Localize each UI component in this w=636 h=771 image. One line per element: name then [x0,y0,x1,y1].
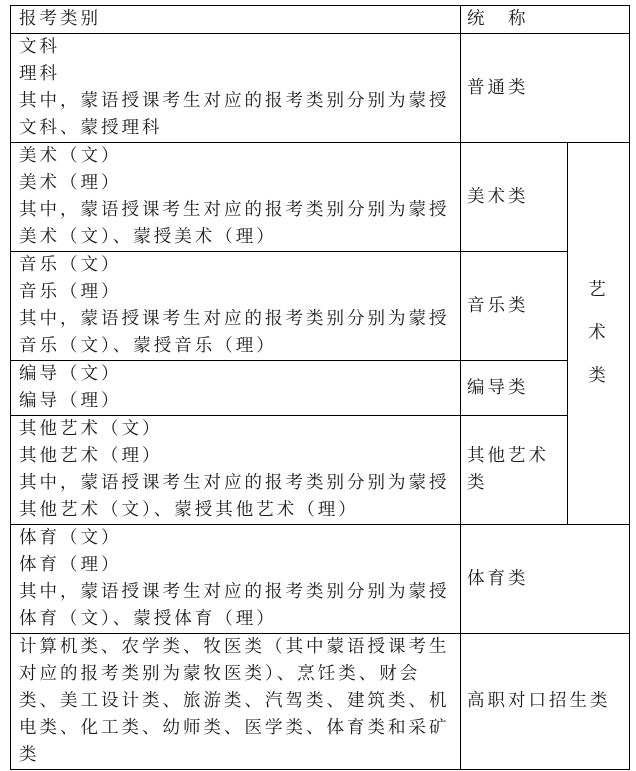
category-cell [11,252,461,361]
unified-name-cell: 体育类 [461,525,630,634]
category-line: 编导（理） [19,391,122,411]
category-line: 体育（文） [19,528,122,548]
unified-name-cell: 美术类 [461,143,568,252]
category-cell [11,634,461,770]
header-row [11,6,630,34]
category-note: 其中，蒙语授课考生对应的报考类别分别为蒙授体育（文）、蒙授体育（理） [19,582,450,629]
header-category: 报考类别 [11,6,461,34]
category-note: 其中，蒙语授课考生对应的报考类别分别为蒙授美术（文）、蒙授美术（理） [19,200,450,247]
category-line: 理科 [19,64,60,84]
table-row [11,143,630,252]
table-row [11,34,630,143]
table-row [11,525,630,634]
unified-name-cell: 音乐类 [461,252,568,361]
art-group-cell [568,143,630,525]
category-cell [11,34,461,143]
category-cell [11,143,461,252]
table-row [11,361,630,416]
table-row [11,634,630,770]
unified-name-cell: 高职对口招生类 [461,634,630,770]
table-row [11,416,630,525]
category-cell [11,525,461,634]
art-group-char: 艺 [588,280,609,300]
category-line: 其他艺术（文） [19,419,163,439]
category-line: 音乐（理） [19,282,122,302]
header-unified-name: 统 称 [461,6,630,34]
category-line: 美术（理） [19,173,122,193]
category-cell [11,361,461,416]
category-line: 音乐（文） [19,255,122,275]
table-row [11,252,630,361]
category-note: 其中，蒙语授课考生对应的报考类别分别为蒙授其他艺术（文）、蒙授其他艺术（理） [19,473,450,520]
unified-name-cell: 编导类 [461,361,568,416]
category-note: 其中，蒙语授课考生对应的报考类别分别为蒙授音乐（文）、蒙授音乐（理） [19,309,450,356]
category-line: 其他艺术（理） [19,446,163,466]
unified-name-cell: 其他艺术类 [461,416,568,525]
category-table [10,5,630,770]
category-cell [11,416,461,525]
unified-name-cell: 普通类 [461,34,630,143]
category-note: 其中，蒙语授课考生对应的报考类别分别为蒙授文科、蒙授理科 [19,91,450,138]
art-group-char: 类 [588,366,609,386]
category-note: 计算机类、农学类、牧医类（其中蒙语授课考生对应的报考类别为蒙牧医类）、烹饪类、财会类、美工设计类、旅游类、汽驾类、建筑类、机电类、化工类、幼师类、医学类、体育类和采矿类 [19,637,450,765]
category-line: 文科 [19,37,60,57]
category-line: 编导（文） [19,364,122,384]
category-line: 美术（文） [19,146,122,166]
category-line: 体育（理） [19,555,122,575]
art-group-char: 术 [588,323,609,343]
